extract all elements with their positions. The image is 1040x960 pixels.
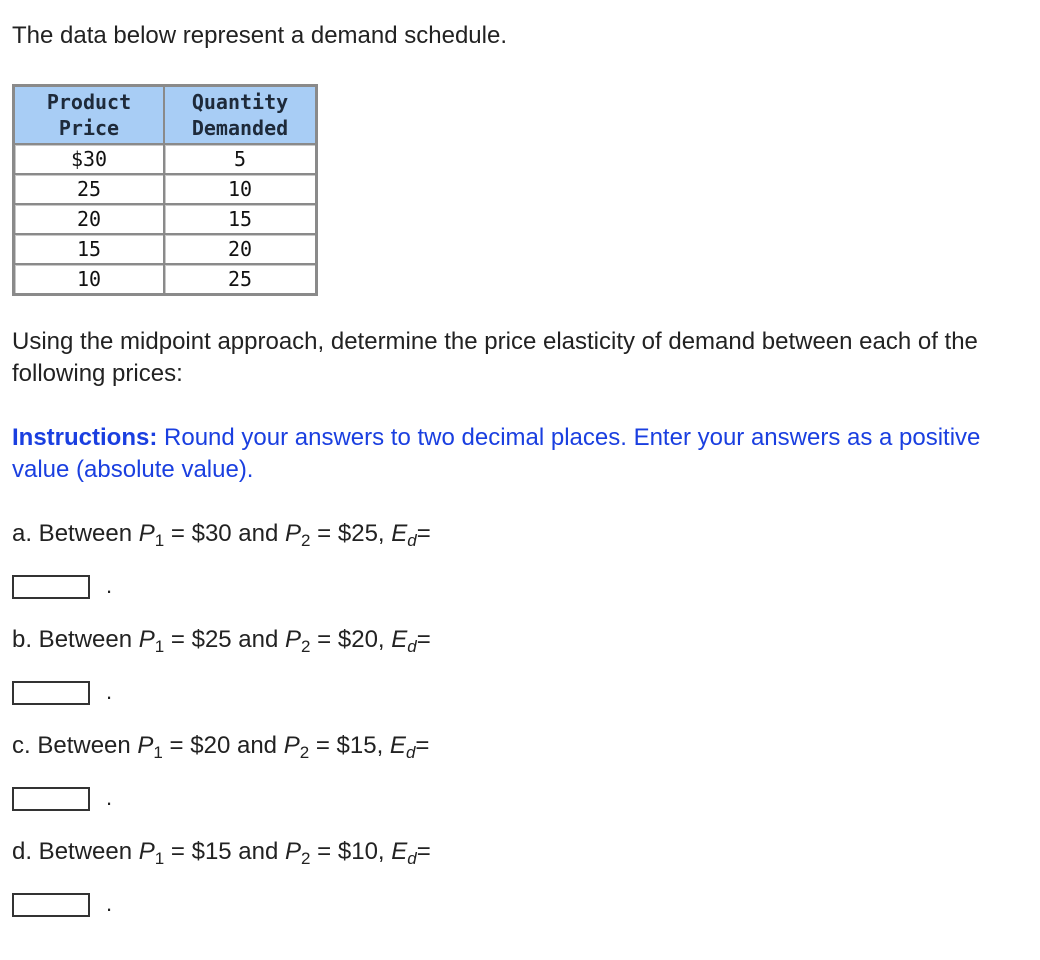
table-row [14, 144, 316, 174]
table-header-row [14, 86, 316, 144]
answer-input-a[interactable] [12, 575, 90, 599]
instructions-body: Round your answers to two decimal places. Enter your answers as a positive value (absolute value). [12, 424, 981, 483]
header-product-price: Product Price [14, 86, 164, 144]
question-item-c [12, 730, 429, 813]
question-item-b [12, 624, 431, 707]
question-item-a [12, 518, 431, 601]
item-label: b. Between $P_1$ = $25 and $P_2$ = $20, $E_d=$ [12, 626, 431, 656]
period: . [106, 785, 113, 810]
quantity-cell: 20 [164, 234, 316, 264]
demand-schedule-table [12, 84, 318, 296]
quantity-cell: 25 [164, 264, 316, 294]
price-cell: 10 [14, 264, 164, 294]
answer-input-c[interactable] [12, 787, 90, 811]
instructions-text [12, 422, 1022, 486]
period: . [106, 573, 113, 598]
quantity-cell: 15 [164, 204, 316, 234]
quantity-cell: 10 [164, 174, 316, 204]
price-cell: 25 [14, 174, 164, 204]
period: . [106, 891, 113, 916]
item-label: a. Between $P_1$ = $30 and $P_2$ = $25, $E_d=$ [12, 520, 431, 550]
instructions-label: Instructions: [12, 424, 158, 451]
item-label: d. Between $P_1$ = $15 and $P_2$ = $10, $E_d=$ [12, 838, 431, 868]
item-label: c. Between $P_1$ = $20 and $P_2$ = $15, $E_d=$ [12, 732, 430, 762]
answer-input-d[interactable] [12, 893, 90, 917]
price-cell: 20 [14, 204, 164, 234]
price-cell: $30 [14, 144, 164, 174]
period: . [106, 679, 113, 704]
answer-input-b[interactable] [12, 681, 90, 705]
table-row [14, 264, 316, 294]
table-row [14, 174, 316, 204]
intro-text: The data below represent a demand schedule. [12, 22, 507, 49]
header-quantity-demanded: Quantity Demanded [164, 86, 316, 144]
table-row [14, 204, 316, 234]
answer-row [12, 681, 431, 707]
question-text: Using the midpoint approach, determine the price elasticity of demand between each of the following prices: [12, 328, 978, 387]
quantity-cell: 5 [164, 144, 316, 174]
table-row [14, 234, 316, 264]
price-cell: 15 [14, 234, 164, 264]
answer-row [12, 575, 431, 601]
question-item-d [12, 836, 431, 919]
answer-row [12, 893, 431, 919]
answer-row [12, 787, 429, 813]
